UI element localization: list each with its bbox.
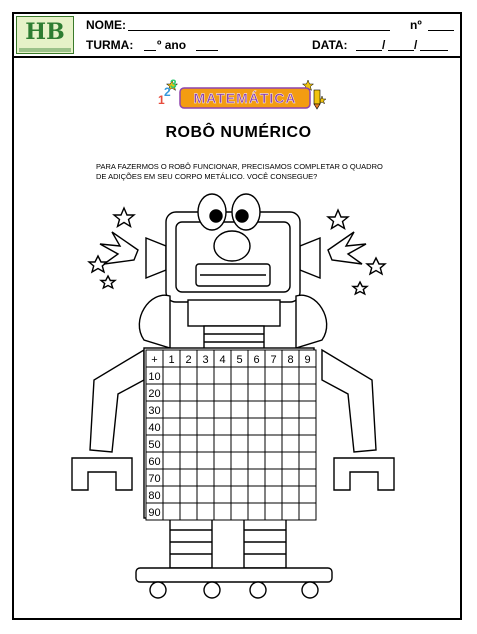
table-answer-cell[interactable] bbox=[180, 503, 197, 520]
table-row-header: 40 bbox=[148, 422, 161, 434]
table-answer-cell[interactable] bbox=[214, 367, 231, 384]
table-answer-cell[interactable] bbox=[248, 469, 265, 486]
table-answer-cell[interactable] bbox=[163, 503, 180, 520]
table-answer-cell[interactable] bbox=[180, 367, 197, 384]
table-answer-cell[interactable] bbox=[231, 435, 248, 452]
table-answer-cell[interactable] bbox=[299, 367, 316, 384]
table-answer-cell[interactable] bbox=[163, 401, 180, 418]
table-answer-cell[interactable] bbox=[163, 469, 180, 486]
table-answer-cell[interactable] bbox=[197, 469, 214, 486]
table-answer-cell[interactable] bbox=[231, 469, 248, 486]
table-answer-cell[interactable] bbox=[248, 435, 265, 452]
table-answer-cell[interactable] bbox=[197, 384, 214, 401]
table-corner-plus: + bbox=[151, 354, 158, 366]
date-separator-1: / bbox=[382, 38, 386, 52]
table-answer-cell[interactable] bbox=[214, 503, 231, 520]
table-answer-cell[interactable] bbox=[163, 452, 180, 469]
table-row-header: 10 bbox=[148, 371, 161, 383]
table-answer-cell[interactable] bbox=[248, 367, 265, 384]
table-answer-cell[interactable] bbox=[299, 503, 316, 520]
table-answer-cell[interactable] bbox=[180, 486, 197, 503]
table-answer-cell[interactable] bbox=[214, 401, 231, 418]
table-answer-cell[interactable] bbox=[214, 452, 231, 469]
table-row-header: 60 bbox=[148, 456, 161, 468]
table-answer-cell[interactable] bbox=[231, 452, 248, 469]
table-answer-cell[interactable] bbox=[282, 486, 299, 503]
table-answer-cell[interactable] bbox=[180, 469, 197, 486]
table-answer-cell[interactable] bbox=[299, 469, 316, 486]
table-answer-cell[interactable] bbox=[265, 384, 282, 401]
table-answer-cell[interactable] bbox=[231, 418, 248, 435]
table-answer-cell[interactable] bbox=[197, 435, 214, 452]
instruction-line-1: PARA FAZERMOS O ROBÔ FUNCIONAR, PRECISAMOS COMPLETAR O QUADRO bbox=[96, 162, 383, 171]
banner-digit-1: 1 bbox=[158, 93, 165, 107]
table-column-header: 7 bbox=[270, 354, 277, 366]
table-answer-cell[interactable] bbox=[265, 452, 282, 469]
table-answer-cell[interactable] bbox=[299, 384, 316, 401]
table-column-header: 3 bbox=[202, 354, 209, 366]
banner-word: MATEMÁTICA bbox=[193, 90, 297, 106]
table-answer-cell[interactable] bbox=[214, 486, 231, 503]
table-answer-cell[interactable] bbox=[265, 469, 282, 486]
table-answer-cell[interactable] bbox=[163, 384, 180, 401]
table-row-header: 30 bbox=[148, 405, 161, 417]
table-answer-cell[interactable] bbox=[299, 435, 316, 452]
table-answer-cell[interactable] bbox=[180, 452, 197, 469]
table-answer-cell[interactable] bbox=[282, 401, 299, 418]
table-answer-cell[interactable] bbox=[248, 452, 265, 469]
table-answer-cell[interactable] bbox=[231, 384, 248, 401]
instruction-line-2: DE ADIÇÕES EM SEU CORPO METÁLICO. VOCÊ CONSEGUE? bbox=[96, 172, 318, 181]
table-answer-cell[interactable] bbox=[282, 503, 299, 520]
table-row-header: 80 bbox=[148, 490, 161, 502]
table-answer-cell[interactable] bbox=[231, 367, 248, 384]
date-separator-2: / bbox=[414, 38, 418, 52]
table-answer-cell[interactable] bbox=[265, 401, 282, 418]
table-answer-cell[interactable] bbox=[163, 435, 180, 452]
table-answer-cell[interactable] bbox=[282, 469, 299, 486]
table-answer-cell[interactable] bbox=[214, 435, 231, 452]
table-answer-cell[interactable] bbox=[163, 486, 180, 503]
table-answer-cell[interactable] bbox=[231, 486, 248, 503]
table-row-header: 90 bbox=[148, 507, 161, 519]
banner-digit-2: 2 bbox=[164, 85, 171, 99]
table-answer-cell[interactable] bbox=[163, 367, 180, 384]
table-answer-cell[interactable] bbox=[248, 503, 265, 520]
table-column-header: 6 bbox=[253, 354, 260, 366]
table-answer-cell[interactable] bbox=[248, 401, 265, 418]
table-answer-cell[interactable] bbox=[180, 418, 197, 435]
table-answer-cell[interactable] bbox=[265, 503, 282, 520]
table-column-header: 2 bbox=[185, 354, 192, 366]
table-answer-cell[interactable] bbox=[248, 486, 265, 503]
table-answer-cell[interactable] bbox=[197, 486, 214, 503]
table-answer-cell[interactable] bbox=[299, 452, 316, 469]
table-column-header: 9 bbox=[304, 354, 311, 366]
table-answer-cell[interactable] bbox=[214, 469, 231, 486]
table-answer-cell[interactable] bbox=[180, 384, 197, 401]
table-answer-cell[interactable] bbox=[299, 486, 316, 503]
table-answer-cell[interactable] bbox=[248, 384, 265, 401]
banner-digit-3: 3 bbox=[170, 77, 177, 91]
logo-monogram: HB bbox=[25, 19, 65, 45]
table-answer-cell[interactable] bbox=[197, 452, 214, 469]
table-row-header: 20 bbox=[148, 388, 161, 400]
table-answer-cell[interactable] bbox=[265, 435, 282, 452]
table-answer-cell[interactable] bbox=[248, 418, 265, 435]
table-answer-cell[interactable] bbox=[197, 503, 214, 520]
table-answer-cell[interactable] bbox=[299, 418, 316, 435]
table-column-header: 8 bbox=[287, 354, 294, 366]
table-column-header: 4 bbox=[219, 354, 226, 366]
nome-label: NOME: bbox=[86, 18, 126, 32]
table-answer-cell[interactable] bbox=[180, 435, 197, 452]
table-answer-cell[interactable] bbox=[282, 418, 299, 435]
table-column-header: 1 bbox=[168, 354, 175, 366]
page-title: ROBÔ NUMÉRICO bbox=[165, 124, 312, 141]
table-column-header: 5 bbox=[236, 354, 243, 366]
table-row-header: 50 bbox=[148, 439, 161, 451]
table-answer-cell[interactable] bbox=[214, 418, 231, 435]
table-answer-cell[interactable] bbox=[197, 401, 214, 418]
table-answer-cell[interactable] bbox=[299, 401, 316, 418]
ano-label: º ano bbox=[157, 38, 187, 52]
table-answer-cell[interactable] bbox=[265, 486, 282, 503]
turma-label: TURMA: bbox=[86, 38, 134, 52]
table-answer-cell[interactable] bbox=[180, 401, 197, 418]
table-answer-cell[interactable] bbox=[265, 418, 282, 435]
table-answer-cell[interactable] bbox=[282, 452, 299, 469]
table-answer-cell[interactable] bbox=[282, 435, 299, 452]
table-answer-cell[interactable] bbox=[282, 384, 299, 401]
numero-label: nº bbox=[410, 18, 422, 32]
table-answer-cell[interactable] bbox=[231, 401, 248, 418]
table-answer-cell[interactable] bbox=[163, 418, 180, 435]
data-label: DATA: bbox=[312, 38, 348, 52]
table-answer-cell[interactable] bbox=[214, 384, 231, 401]
table-answer-cell[interactable] bbox=[231, 503, 248, 520]
table-answer-cell[interactable] bbox=[197, 367, 214, 384]
table-answer-cell[interactable] bbox=[282, 367, 299, 384]
table-answer-cell[interactable] bbox=[265, 367, 282, 384]
table-row-header: 70 bbox=[148, 473, 161, 485]
table-answer-cell[interactable] bbox=[197, 418, 214, 435]
